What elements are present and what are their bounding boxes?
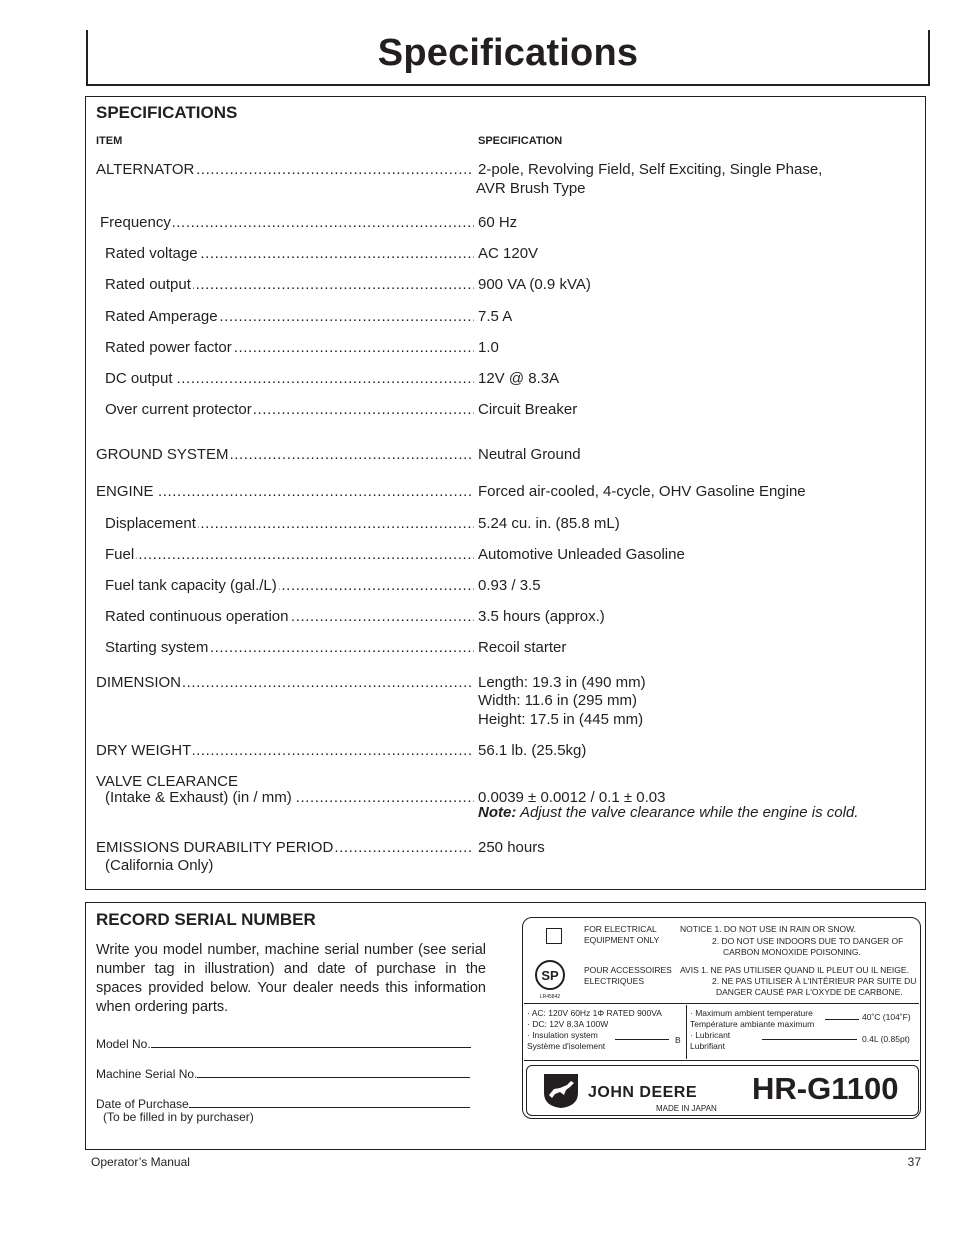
label-max-temp: · Maximum ambient temperature bbox=[690, 1008, 813, 1018]
spec-item-text: (Intake & Exhaust) (in / mm) bbox=[105, 789, 292, 806]
spec-value: 5.24 cu. in. (85.8 mL) bbox=[478, 515, 620, 532]
date-of-purchase-line[interactable] bbox=[189, 1095, 470, 1108]
spec-row-fuel bbox=[96, 545, 916, 565]
date-subtext: (To be filled in by purchaser) bbox=[103, 1110, 254, 1124]
label-lubrifiant: Lubrifiant bbox=[690, 1041, 725, 1051]
model-number-label: Model No. bbox=[96, 1037, 151, 1051]
spec-row-ground-system bbox=[96, 445, 916, 465]
spec-value: Neutral Ground bbox=[478, 446, 581, 463]
checkbox-square-icon bbox=[546, 928, 562, 944]
record-serial-heading: RECORD SERIAL NUMBER bbox=[96, 910, 316, 929]
machine-serial-line[interactable] bbox=[197, 1065, 470, 1078]
spec-item-label bbox=[96, 741, 474, 761]
brand-name: JOHN DEERE bbox=[588, 1084, 698, 1101]
label-temp-fr: Température ambiante maximum bbox=[690, 1019, 815, 1029]
spec-item-text: Over current protector bbox=[105, 401, 252, 418]
spec-row-rated-output bbox=[96, 275, 916, 295]
spec-row-frequency bbox=[96, 213, 916, 233]
record-serial-section bbox=[85, 902, 926, 1150]
spec-row-rated-voltage bbox=[96, 244, 916, 264]
machine-serial-label: Machine Serial No. bbox=[96, 1067, 198, 1081]
spec-row-engine bbox=[96, 482, 916, 502]
spec-item-text: Rated voltage bbox=[105, 245, 198, 262]
label-temp-value: 40˚C (104˚F) bbox=[862, 1012, 911, 1022]
spec-value: 1.0 bbox=[478, 339, 499, 356]
label-pour-accessoires: POUR ACCESSOIRES bbox=[584, 965, 672, 975]
title-frame bbox=[86, 30, 930, 86]
label-insulation-class: B bbox=[675, 1035, 681, 1045]
label-for-electrical: FOR ELECTRICAL bbox=[584, 924, 657, 934]
spec-value: AC 120V bbox=[478, 245, 539, 262]
spec-item-label bbox=[96, 838, 474, 858]
spec-value: Length: 19.3 in (490 mm) bbox=[478, 674, 646, 691]
spec-item-text: ENGINE bbox=[96, 483, 154, 500]
spec-row-emissions-durability bbox=[96, 838, 916, 858]
spec-item-label bbox=[100, 213, 474, 233]
spec-item-text: Fuel bbox=[105, 546, 135, 563]
label-systeme: Système d'isolement bbox=[527, 1041, 606, 1051]
spec-item-text: Rated output bbox=[105, 276, 191, 293]
spec-item-label bbox=[105, 638, 474, 658]
spec-item-text: Frequency bbox=[100, 214, 171, 231]
temp-line bbox=[825, 1019, 859, 1020]
spec-item-text: GROUND SYSTEM bbox=[96, 446, 229, 463]
label-lubricant: · Lubricant bbox=[690, 1030, 731, 1040]
label-notice-2: 2. DO NOT USE INDOORS DUE TO DANGER OF bbox=[712, 936, 904, 946]
model-badge: HR-G1100 bbox=[752, 1071, 899, 1106]
page-title: Specifications bbox=[377, 32, 639, 74]
label-avis-2b: DANGER CAUSÉ PAR L'OXYDE DE CARBONE. bbox=[716, 987, 903, 997]
model-number-field[interactable] bbox=[96, 1035, 471, 1051]
csa-code: LR45842 bbox=[539, 994, 561, 1000]
spec-row-dry-weight bbox=[96, 741, 916, 761]
spec-row-rated-continuous-operation bbox=[96, 607, 916, 627]
spec-item-text: DIMENSION bbox=[96, 674, 182, 691]
spec-value: Forced air-cooled, 4-cycle, OHV Gasoline Engine bbox=[478, 483, 806, 500]
footer-manual: Operator’s Manual bbox=[91, 1155, 190, 1169]
valve-note bbox=[478, 804, 858, 821]
spec-item-text: Rated continuous operation bbox=[105, 608, 289, 625]
spec-item-text: Rated Amperage bbox=[105, 308, 218, 325]
spec-item-label bbox=[105, 244, 474, 264]
spec-value: 2-pole, Revolving Field, Self Exciting, Single Phase, bbox=[478, 161, 823, 178]
item-column-header: ITEM bbox=[96, 135, 123, 147]
csa-mark: SP bbox=[541, 968, 559, 983]
label-lub-value: 0.4L (0.85pt) bbox=[862, 1034, 910, 1044]
footer-page-number: 37 bbox=[907, 1155, 921, 1169]
serial-instructions: Write you model number, machine serial number (see serial number tag in illustration) and date of purchase in the spaces provided below. Your dealer needs this information when ordering parts. bbox=[96, 942, 486, 1015]
spec-row-displacement bbox=[96, 514, 916, 534]
specifications-section bbox=[85, 96, 926, 890]
spec-item-label bbox=[105, 275, 474, 295]
label-dc-line: · DC: 12V 8.3A 100W bbox=[527, 1019, 609, 1029]
spec-item-label bbox=[96, 160, 474, 180]
spec-value: Automotive Unleaded Gasoline bbox=[478, 546, 685, 563]
spec-item-text: ALTERNATOR bbox=[96, 161, 195, 178]
spec-item-label bbox=[105, 369, 474, 389]
spec-value: 900 VA (0.9 kVA) bbox=[478, 276, 591, 293]
label-ac-line: · AC: 120V 60Hz 1Φ RATED 900VA bbox=[527, 1008, 662, 1018]
spec-item-text: Rated power factor bbox=[105, 339, 232, 356]
lubricant-line bbox=[762, 1039, 857, 1040]
spec-item-text: Fuel tank capacity (gal./L) bbox=[105, 577, 277, 594]
spec-row-alternator bbox=[96, 160, 916, 180]
insulation-line bbox=[615, 1039, 669, 1040]
spec-value: 60 Hz bbox=[478, 214, 518, 231]
spec-value: 7.5 A bbox=[478, 308, 513, 325]
spec-item-label bbox=[105, 545, 474, 565]
label-electriques: ELECTRIQUES bbox=[584, 976, 644, 986]
dimension-width: Width: 11.6 in (295 mm) bbox=[478, 692, 637, 709]
csa-logo-icon bbox=[532, 958, 568, 1000]
valve-clearance-label: VALVE CLEARANCE bbox=[96, 773, 238, 790]
specifications-heading: SPECIFICATIONS bbox=[96, 103, 238, 122]
alternator-spec-line2: AVR Brush Type bbox=[476, 180, 586, 197]
spec-row-rated-power-factor bbox=[96, 338, 916, 358]
spec-item-label bbox=[105, 307, 474, 327]
spec-value: Recoil starter bbox=[478, 639, 567, 656]
spec-item-text: DC output bbox=[105, 370, 173, 387]
spec-item-text: EMISSIONS DURABILITY PERIOD bbox=[96, 839, 334, 856]
serial-number-tag-illustration bbox=[522, 917, 921, 1119]
emissions-subtext: (California Only) bbox=[105, 857, 214, 874]
label-notice-2b: CARBON MONOXIDE POISONING. bbox=[723, 947, 861, 957]
spec-item-text: DRY WEIGHT bbox=[96, 742, 192, 759]
spec-item-label bbox=[96, 445, 474, 465]
spec-value: 250 hours bbox=[478, 839, 545, 856]
rating-divider bbox=[686, 1005, 687, 1059]
date-of-purchase-field[interactable] bbox=[96, 1095, 470, 1111]
made-in-japan: MADE IN JAPAN bbox=[656, 1104, 717, 1113]
spec-item-label bbox=[105, 514, 474, 534]
label-notice-1: NOTICE 1. DO NOT USE IN RAIN OR SNOW. bbox=[680, 924, 857, 934]
label-avis-1: AVIS 1. NE PAS UTILISER QUAND IL PLEUT OU IL NEIGE. bbox=[680, 965, 909, 975]
spec-value: 3.5 hours (approx.) bbox=[478, 608, 605, 625]
spec-item-label bbox=[96, 673, 474, 693]
note-label: Note: bbox=[478, 804, 517, 821]
date-of-purchase-label: Date of Purchase bbox=[96, 1097, 189, 1111]
model-number-line[interactable] bbox=[151, 1035, 471, 1048]
spec-row-fuel-tank-capacity bbox=[96, 576, 916, 596]
machine-serial-field[interactable] bbox=[96, 1065, 470, 1081]
spec-value: 0.93 / 3.5 bbox=[478, 577, 541, 594]
spec-item-text: Displacement bbox=[105, 515, 196, 532]
label-insulation: · Insulation system bbox=[527, 1030, 598, 1040]
spec-row-dimension bbox=[96, 673, 916, 693]
spec-item-text: Starting system bbox=[105, 639, 209, 656]
spec-item-label bbox=[105, 338, 474, 358]
note-text: Adjust the valve clearance while the engine is cold. bbox=[516, 804, 859, 821]
spec-row-rated-amperage bbox=[96, 307, 916, 327]
spec-item-label bbox=[105, 607, 474, 627]
spec-value: 0.0039 ± 0.0012 / 0.1 ± 0.03 bbox=[478, 789, 666, 806]
label-avis-2: 2. NE PAS UTILISER À L'INTÉRIEUR PAR SUITE DU bbox=[712, 976, 917, 986]
spec-row-over-current-protector bbox=[96, 400, 916, 420]
spec-value: 56.1 lb. (25.5kg) bbox=[478, 742, 587, 759]
spec-item-label bbox=[105, 400, 474, 420]
label-equipment-only: EQUIPMENT ONLY bbox=[584, 935, 660, 945]
spec-value: Circuit Breaker bbox=[478, 401, 578, 418]
deer-logo-icon bbox=[540, 1071, 582, 1109]
spec-row-dc-output bbox=[96, 369, 916, 389]
spec-row-starting-system bbox=[96, 638, 916, 658]
dimension-height: Height: 17.5 in (445 mm) bbox=[478, 711, 644, 728]
spec-item-label bbox=[105, 576, 474, 596]
specification-column-header: SPECIFICATION bbox=[478, 135, 563, 147]
spec-item-label bbox=[96, 482, 474, 502]
spec-value: 12V @ 8.3A bbox=[478, 370, 560, 387]
